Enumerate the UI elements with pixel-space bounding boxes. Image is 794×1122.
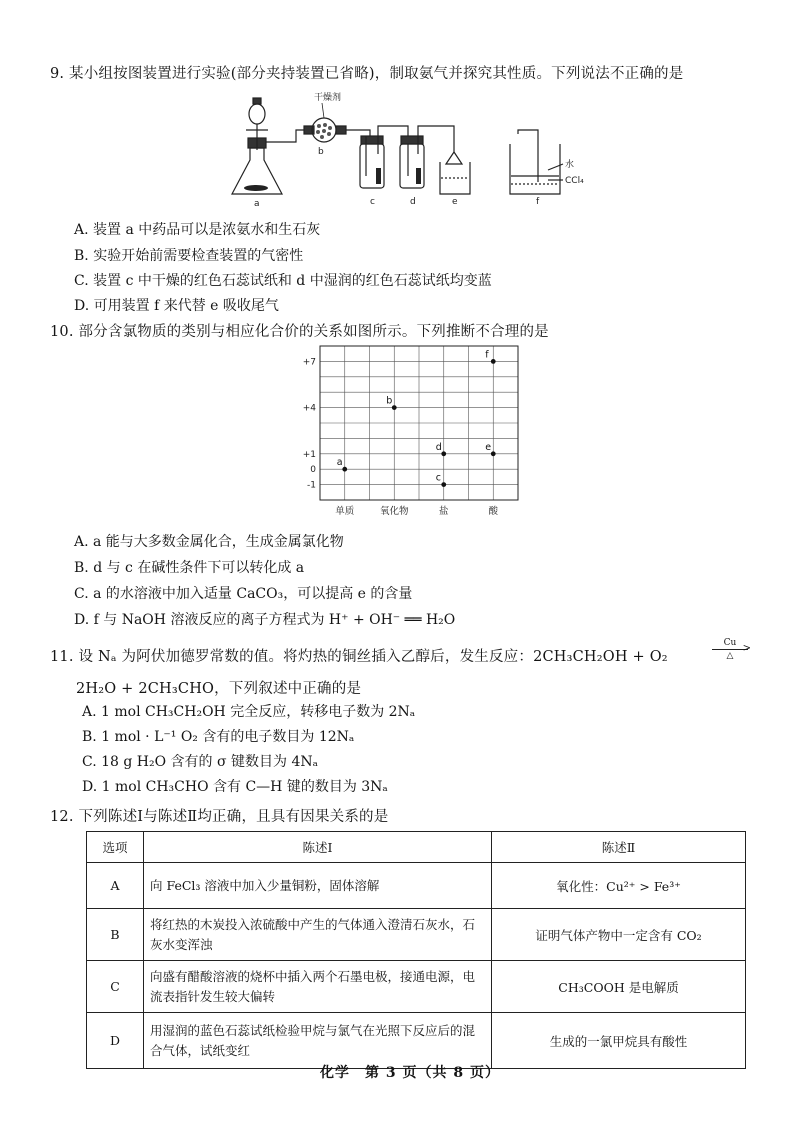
q11-option-a: A. 1 mol CH₃CH₂OH 完全反应，转移电子数为 2Nₐ <box>82 704 416 720</box>
row-key: A <box>87 863 144 909</box>
data-point-f <box>491 359 496 364</box>
label-c: c <box>370 197 375 207</box>
x-category-label: 盐 <box>438 506 449 517</box>
q11-stem-line2: 2H₂O + 2CH₃CHO，下列叙述中正确的是 <box>76 681 362 697</box>
table-row <box>87 863 746 909</box>
page-footer: 化学 第 3 页（共 8 页） <box>320 1065 500 1081</box>
row-key: B <box>87 909 144 961</box>
y-tick-label: 0 <box>310 465 316 476</box>
label-b: b <box>318 147 324 157</box>
row-statement-2: CH₃COOH 是电解质 <box>492 961 746 1013</box>
table-row <box>87 909 746 961</box>
label-f: f <box>536 197 540 207</box>
row-statement-1: 向 FeCl₃ 溶液中加入少量铜粉，固体溶解 <box>144 863 492 909</box>
header-statement-1: 陈述Ⅰ <box>144 832 492 863</box>
q11-reaction-arrow <box>712 638 751 661</box>
q11-option-b: B. 1 mol · L⁻¹ O₂ 含有的电子数目为 12Nₐ <box>82 729 355 745</box>
q10-stem: 10. 部分含氯物质的类别与相应化合价的关系如图所示。下列推断不合理的是 <box>50 324 549 340</box>
label-e: e <box>452 197 458 207</box>
data-point-label-b: b <box>386 395 393 407</box>
x-category-label: 氧化物 <box>379 506 409 517</box>
q12-stem: 12. 下列陈述Ⅰ与陈述Ⅱ均正确，且具有因果关系的是 <box>50 809 389 825</box>
data-point-label-c: c <box>435 472 441 484</box>
label-d: d <box>410 197 416 207</box>
litmus-paper-c <box>376 168 381 184</box>
q9-apparatus-figure <box>218 90 598 208</box>
arrow-heat: △ <box>726 651 734 661</box>
desiccant-label: 干燥剂 <box>314 93 342 103</box>
q11-option-d: D. 1 mol CH₃CHO 含有 C—H 键的数目为 3Nₐ <box>82 779 388 795</box>
row-key: C <box>87 961 144 1013</box>
data-point-d <box>441 451 446 456</box>
q11-option-c: C. 18 g H₂O 含有的 σ 键数目为 4Nₐ <box>82 754 319 770</box>
q9-stem: 9. 某小组按图装置进行实验(部分夹持装置已省略)，制取氨气并探究其性质。下列说法不正确的是 <box>50 66 684 82</box>
data-point-a <box>342 467 347 472</box>
q10-option-c: C. a 的水溶液中加入适量 CaCO₃，可以提高 e 的含量 <box>74 586 413 602</box>
table-row <box>87 961 746 1013</box>
label-ccl4: CCl₄ <box>565 176 584 186</box>
data-point-label-e: e <box>485 441 492 453</box>
q9-option-d: D. 可用装置 f 来代替 e 吸收尾气 <box>74 298 279 314</box>
litmus-paper-d <box>416 168 421 184</box>
q10-option-d: D. f 与 NaOH 溶液反应的离子方程式为 H⁺ + OH⁻ ══ H₂O <box>74 612 456 628</box>
row-statement-1: 向盛有醋酸溶液的烧杯中插入两个石墨电极，接通电源，电流表指针发生较大偏转 <box>144 961 492 1013</box>
data-point-label-d: d <box>435 441 442 453</box>
q9-option-c: C. 装置 c 中干燥的红色石蕊试纸和 d 中湿润的红色石蕊试纸均变蓝 <box>74 273 492 289</box>
data-point-e <box>491 451 496 456</box>
row-statement-2: 氧化性：Cu²⁺ > Fe³⁺ <box>492 863 746 909</box>
separatory-funnel <box>249 104 265 124</box>
q9-option-a: A. 装置 a 中药品可以是浓氨水和生石灰 <box>74 222 321 238</box>
beaker-f <box>510 144 560 194</box>
q11-stem-line1: 11. 设 Nₐ 为阿伏加德罗常数的值。将灼热的铜丝插入乙醇后，发生反应：2CH₃CH₂OH + O₂ <box>50 649 668 665</box>
y-tick-label: +4 <box>302 403 316 414</box>
flask-contents <box>244 185 268 191</box>
q10-option-a: A. a 能与大多数金属化合，生成金属氯化物 <box>74 534 344 550</box>
row-statement-2: 生成的一氯甲烷具有酸性 <box>492 1013 746 1069</box>
table-header-row <box>87 832 746 863</box>
q10-option-b: B. d 与 c 在碱性条件下可以转化成 a <box>74 560 305 576</box>
label-water: 水 <box>565 160 575 170</box>
x-category-label: 酸 <box>488 506 499 517</box>
header-statement-2: 陈述Ⅱ <box>492 832 746 863</box>
data-point-label-f: f <box>485 349 489 361</box>
arrow-catalyst: Cu <box>723 638 737 648</box>
table-row <box>87 1013 746 1069</box>
x-category-label: 单质 <box>335 506 355 517</box>
label-a: a <box>254 199 260 208</box>
y-tick-label: +7 <box>302 357 316 368</box>
header-option: 选项 <box>87 832 144 863</box>
row-key: D <box>87 1013 144 1069</box>
q12-table <box>86 831 746 1069</box>
row-statement-1: 将红热的木炭投入浓硫酸中产生的气体通入澄清石灰水，石灰水变浑浊 <box>144 909 492 961</box>
y-tick-label: +1 <box>302 449 316 460</box>
q9-option-b: B. 实验开始前需要检查装置的气密性 <box>74 248 304 264</box>
y-tick-label: -1 <box>307 480 316 491</box>
row-statement-1: 用湿润的蓝色石蕊试纸检验甲烷与氯气在光照下反应后的混合气体，试纸变红 <box>144 1013 492 1069</box>
arrow-line: > <box>712 649 748 650</box>
q10-chart <box>296 342 528 520</box>
data-point-c <box>441 482 446 487</box>
row-statement-2: 证明气体产物中一定含有 CO₂ <box>492 909 746 961</box>
data-point-b <box>392 405 397 410</box>
data-point-label-a: a <box>336 457 343 469</box>
